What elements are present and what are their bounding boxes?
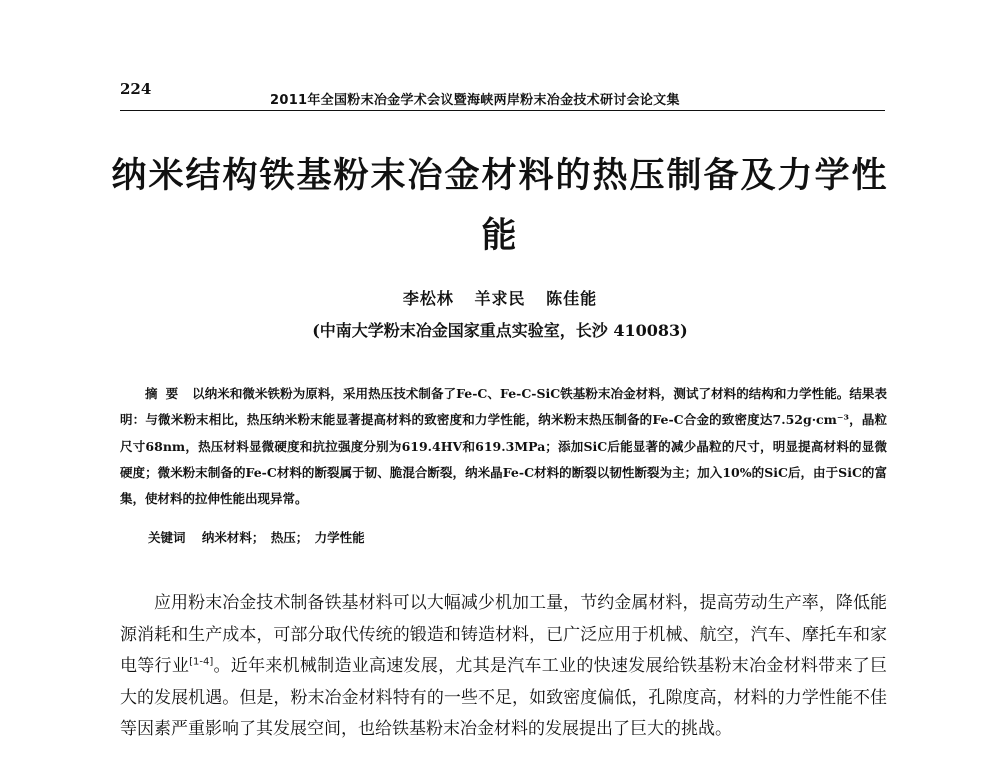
keyword-item: 纳米材料； <box>201 530 265 545</box>
body-text-part: 应用粉末冶金技术制备铁基材料可以大幅减少机加工量，节约金属材料，提高劳动生产率，降低能源消耗和生产成本，可部分取代传统的锻造和铸造材料，已广泛应用于机械、航空，汽车、摩托车和家电等行业 <box>120 593 887 676</box>
keywords-label: 关键词 <box>148 530 186 545</box>
affiliation: (中南大学粉末冶金国家重点实验室，长沙 410083) <box>312 321 688 340</box>
body-text-part: 。近年来机械制造业高速发展，尤其是汽车工业的快速发展给铁基粉末冶金材料带来了巨大的发展机遇。但是，粉末冶金材料特有的一些不足，如致密度偏低，孔隙度高，材料的力学性能不佳等因素严重影响了其发展空间，也给铁基粉末冶金材料的发展提出了巨大的挑战。 <box>120 656 888 739</box>
keyword-item: 力学性能 <box>314 530 365 545</box>
abstract-text: 以纳米和微米铁粉为原料，采用热压技术制备了Fe-C、Fe-C-SiC铁基粉末冶金材料，测试了材料的结构和力学性能。结果表明：与微米粉末相比，热压纳米粉末能显著提高材料的致密度和力学性能，纳米粉末热压制备的Fe-C合金的致密度达7.52g·cm⁻³，晶粒尺寸68nm，热压材料显微硬度和抗拉强度分别为619.4HV和619.3MPa；添加SiC后能显著的减少晶粒的尺寸，明显提高材料的显微硬度；微米粉末制备的Fe-C材料的断裂属于韧、脆混合断裂，纳米晶Fe-C材料的断裂以韧性断裂为主；加入10%的SiC后，由于SiC的富集，使材料的拉伸性能出现异常。 <box>120 386 887 507</box>
running-header <box>120 80 885 111</box>
page-number: 224 <box>120 80 152 98</box>
abstract <box>120 381 887 512</box>
authors: 李松林 羊求民 陈佳能 <box>402 289 598 308</box>
abstract-label: 摘要 <box>145 386 187 401</box>
paper-title: 纳米结构铁基粉末冶金材料的热压制备及力学性能 <box>111 155 889 256</box>
body-paragraph <box>120 588 887 746</box>
citation-reference[interactable]: [1-4] <box>189 656 214 668</box>
keyword-item: 热压； <box>270 530 309 545</box>
running-title: 2011年全国粉末冶金学术会议暨海峡两岸粉末冶金技术研讨会论文集 <box>270 93 680 108</box>
keywords <box>148 528 848 546</box>
